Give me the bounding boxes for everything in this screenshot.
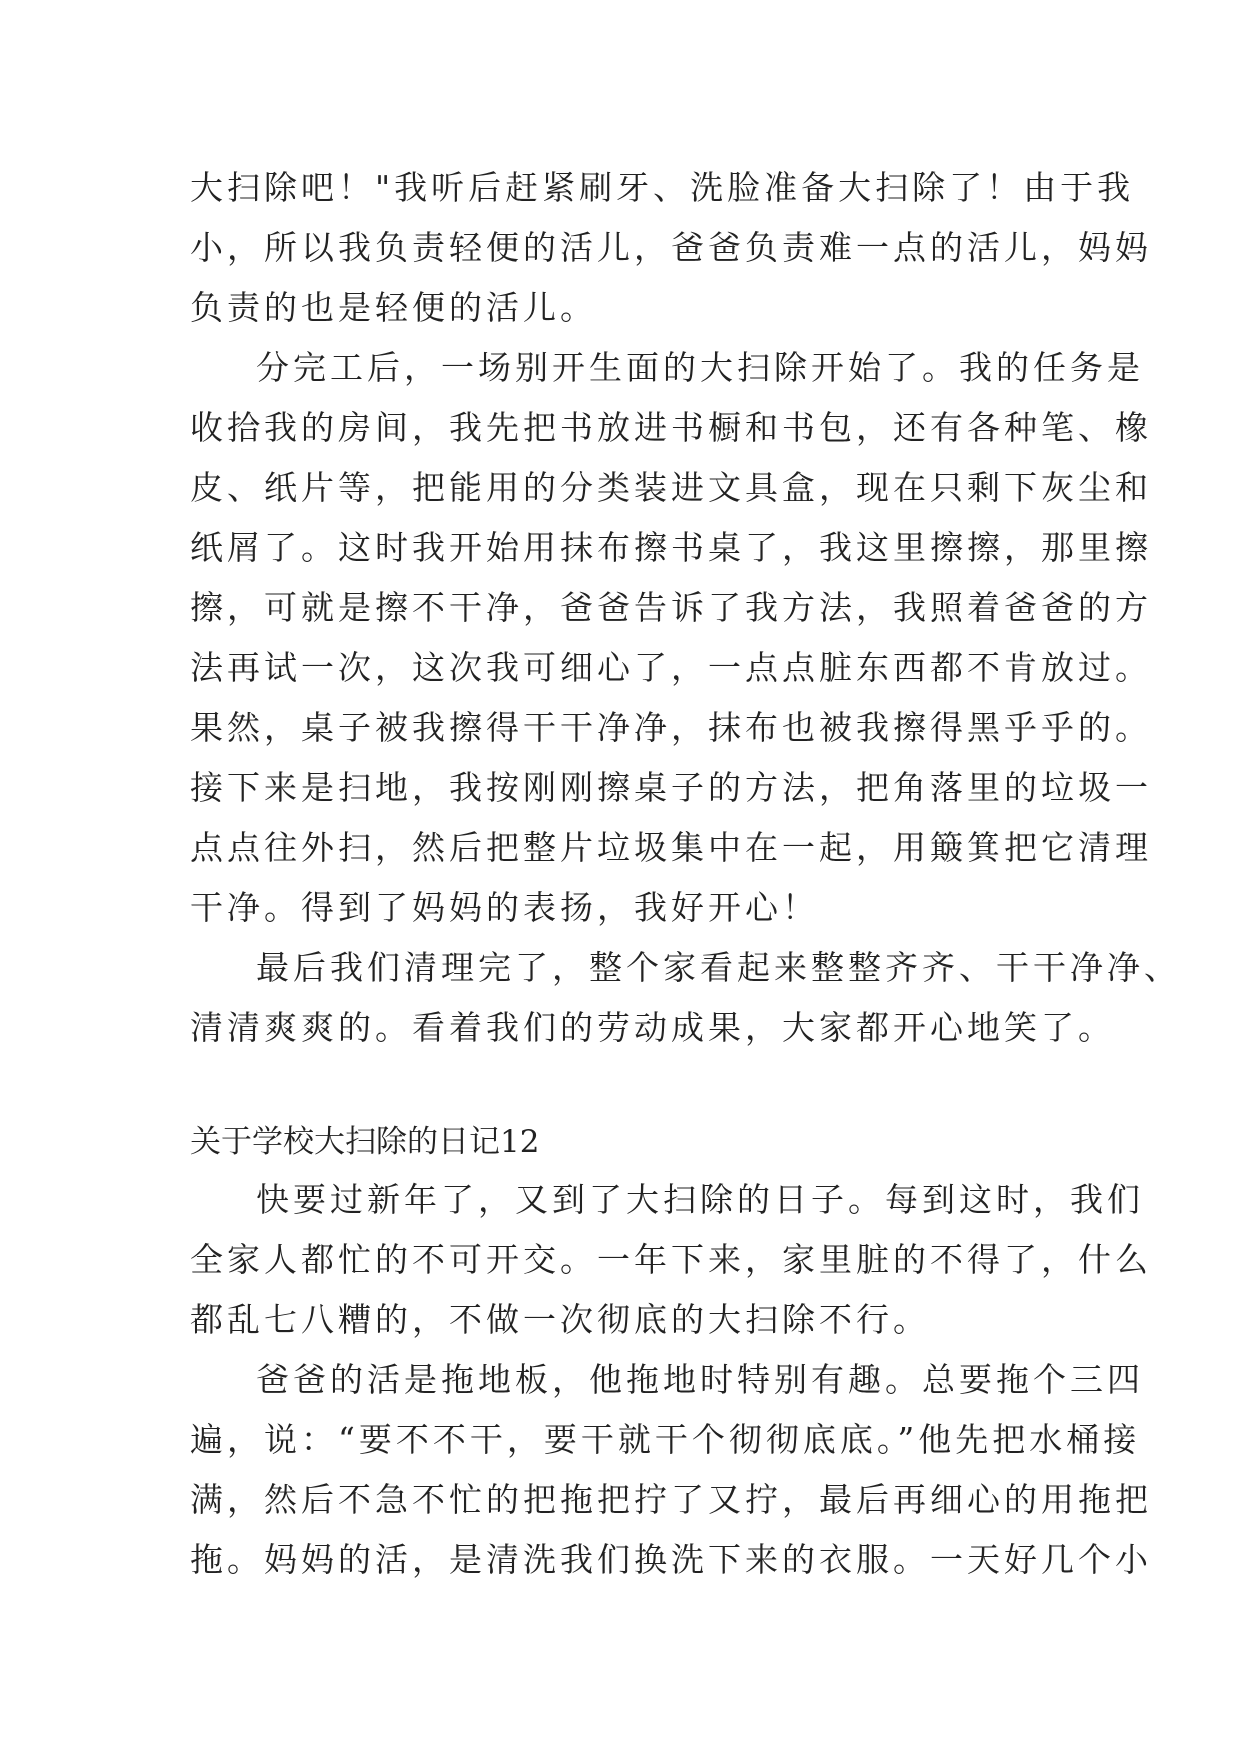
paragraph-line: 皮、纸片等，把能用的分类装进文具盒，现在只剩下灰尘和 [190,468,1152,507]
paragraph-line: 果然，桌子被我擦得干干净净，抹布也被我擦得黑乎乎的。 [190,708,1152,747]
paragraph-line: 干净。得到了妈妈的表扬，我好开心！ [190,888,819,927]
section-heading: 关于学校大扫除的日记12 [190,1124,540,1160]
paragraph-line: 爸爸的活是拖地板，他拖地时特别有趣。总要拖个三四 [256,1360,1144,1399]
paragraph-line: 都乱七八糟的，不做一次彻底的大扫除不行。 [190,1300,930,1339]
paragraph-line: 大扫除吧！"我听后赶紧刷牙、洗脸准备大扫除了！由于我 [190,168,1135,207]
paragraph-line: 满，然后不急不忙的把拖把拧了又拧，最后再细心的用拖把 [190,1480,1152,1519]
paragraph-line: 法再试一次，这次我可细心了，一点点脏东西都不肯放过。 [190,648,1152,687]
paragraph-line: 拖。妈妈的活，是清洗我们换洗下来的衣服。一天好几个小 [190,1540,1152,1579]
paragraph-line: 接下来是扫地，我按刚刚擦桌子的方法，把角落里的垃圾一 [190,768,1152,807]
paragraph-line: 全家人都忙的不可开交。一年下来，家里脏的不得了，什么 [190,1240,1152,1279]
paragraph-line: 点点往外扫，然后把整片垃圾集中在一起，用簸箕把它清理 [190,828,1152,867]
paragraph-line: 收拾我的房间，我先把书放进书橱和书包，还有各种笔、橡 [190,408,1152,447]
paragraph-line: 负责的也是轻便的活儿。 [190,288,597,327]
paragraph-line: 最后我们清理完了，整个家看起来整整齐齐、干干净净、 [256,948,1181,987]
paragraph-line: 快要过新年了，又到了大扫除的日子。每到这时，我们 [256,1180,1144,1219]
paragraph-line: 遍，说：“要不不干，要干就干个彻彻底底。”他先把水桶接 [190,1420,1141,1459]
paragraph-line: 小，所以我负责轻便的活儿，爸爸负责难一点的活儿，妈妈 [190,228,1152,267]
paragraph-line: 擦，可就是擦不干净，爸爸告诉了我方法，我照着爸爸的方 [190,588,1152,627]
paragraph-line: 分完工后，一场别开生面的大扫除开始了。我的任务是 [256,348,1144,387]
paragraph-line: 纸屑了。这时我开始用抹布擦书桌了，我这里擦擦，那里擦 [190,528,1152,567]
paragraph-line: 清清爽爽的。看着我们的劳动成果，大家都开心地笑了。 [190,1008,1115,1047]
